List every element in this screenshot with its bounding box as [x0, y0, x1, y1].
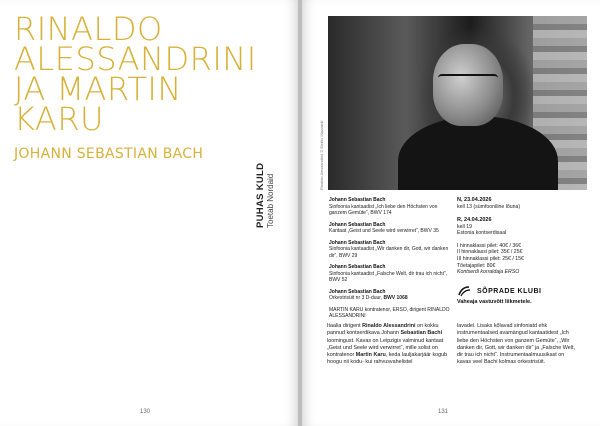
klubi-header — [457, 285, 592, 297]
program-composer: Johann Sebastian Bach — [329, 221, 386, 228]
program-work: Sinfoonia kantaadist „Falsche Welt, dir trau ich nicht“, BWV 52 — [329, 270, 448, 283]
body-bold: Martin Karu — [355, 352, 386, 359]
concert-date: R, 24.04.2026 — [457, 216, 492, 223]
concert-date: N, 23.04.2026 — [457, 197, 492, 203]
body-bold: Rinaldo Alessandrini — [362, 323, 416, 329]
title-line: KARU — [14, 100, 104, 138]
program-list — [329, 197, 454, 320]
program-composer: Johann Sebastian Bach — [329, 197, 386, 203]
title-line: ALESSANDRINI — [14, 40, 257, 78]
body-text: loomingust. Kavas on Leipzigis valminud kantaat „Geist und Seele wird verwirret“, mille solist on kontratenor — [327, 337, 444, 359]
title-line: JA MARTIN — [14, 70, 182, 108]
title-line: RINALDO — [14, 10, 163, 48]
program-work-catalog: BWV 1068 — [383, 295, 408, 301]
organizer-note: Kontserdi korraldaja ERSO — [457, 269, 520, 276]
photo-credit: Rinaldo Alessandrini © Emilio Mazzanti — [319, 120, 324, 190]
program-work-text: Orkestrisüit nr 3 D-duur, — [329, 295, 384, 301]
body-text: Itaalia dirigent — [327, 323, 363, 329]
body-bold: Sebastian Bachi — [400, 330, 443, 337]
page-number-left: 130 — [140, 409, 151, 415]
concert-time: kell 19 — [457, 223, 472, 230]
body-text: , keda lauljakarjäär kogub hoogu nii kodu- kui rahvusvahelistel — [327, 352, 448, 366]
body-text-col2: lavadel. Lisaks kõlavad sinfoniatd ehk instrumentaalsed avamängud kantaatidest „Ich liebe den Höchsten von ganzem Gemüte“, „Wir danken dir, Gott, wir danken dir“ ja „Falsche Welt, dir trau ich nicht“. Instrumentaalmuusikast on kavas veel Bachi kolmas orkestrisüit. — [457, 323, 575, 366]
program-item — [329, 240, 454, 260]
body-text-col1 — [327, 323, 449, 367]
concert-time: kell 13 (sümfooniline lõuna) — [457, 204, 521, 210]
program-work — [329, 295, 454, 302]
friends-club — [457, 285, 592, 305]
club-name: SÕPRADE KLUBI — [477, 287, 542, 295]
series-label — [247, 162, 287, 230]
price-line: II hinnaklassi pilet: 35€ / 25€ — [457, 249, 523, 256]
body-text: on kokku pannud kontserdikava Johann — [327, 323, 439, 337]
price-line: I hinnaklassi pilet: 40€ / 36€ — [457, 242, 522, 249]
conductor-photo — [328, 16, 587, 190]
price-line: III hinnaklassi pilet: 25€ / 15€ — [457, 255, 524, 262]
program-item — [329, 222, 454, 235]
concert-title — [14, 10, 284, 138]
club-tagline: Vaheaja vastuvõtt liikmetele. — [457, 299, 532, 305]
date-block — [457, 197, 592, 211]
program-composer: Johann Sebastian Bach — [329, 264, 386, 270]
series-title: PUHAS KULD — [255, 162, 266, 228]
series-sponsor: Toetab Nordaid — [266, 173, 275, 228]
program-work: Sinfoonia kantaadist „Wir danken dir, Gott, wir danken dir“, BWV 29 — [329, 246, 449, 259]
program-item — [329, 197, 454, 217]
program-work: Kantaat „Geist und Seele wird verwirret“, BWV 35 — [329, 228, 439, 234]
date-block — [457, 217, 592, 237]
performers: MARTIN KARU kontratenor, ERSO, dirigent RINALDO ALESSANDRINI — [329, 306, 450, 319]
price-line: Tõetajapilet: 80€ — [457, 262, 496, 269]
club-logo-icon — [457, 285, 471, 297]
concert-info — [457, 197, 592, 276]
right-page — [302, 0, 600, 426]
ticket-prices — [457, 243, 592, 276]
program-item — [329, 264, 454, 284]
concert-venue: Estonia kontserdisaal — [457, 230, 507, 237]
page-number-right: 131 — [438, 409, 449, 415]
program-work: Sinfoonia kantaadist „Ich liebe den Höchsten von ganzem Gemüte“, BWV 174 — [329, 203, 438, 216]
program-composer: Johann Sebastian Bach — [329, 288, 386, 295]
photo-glasses — [438, 74, 498, 86]
composer-subtitle: JOHANN SEBASTIAN BACH — [14, 146, 204, 162]
left-page — [0, 0, 298, 426]
program-item — [329, 289, 454, 302]
program-composer: Johann Sebastian Bach — [329, 239, 386, 246]
